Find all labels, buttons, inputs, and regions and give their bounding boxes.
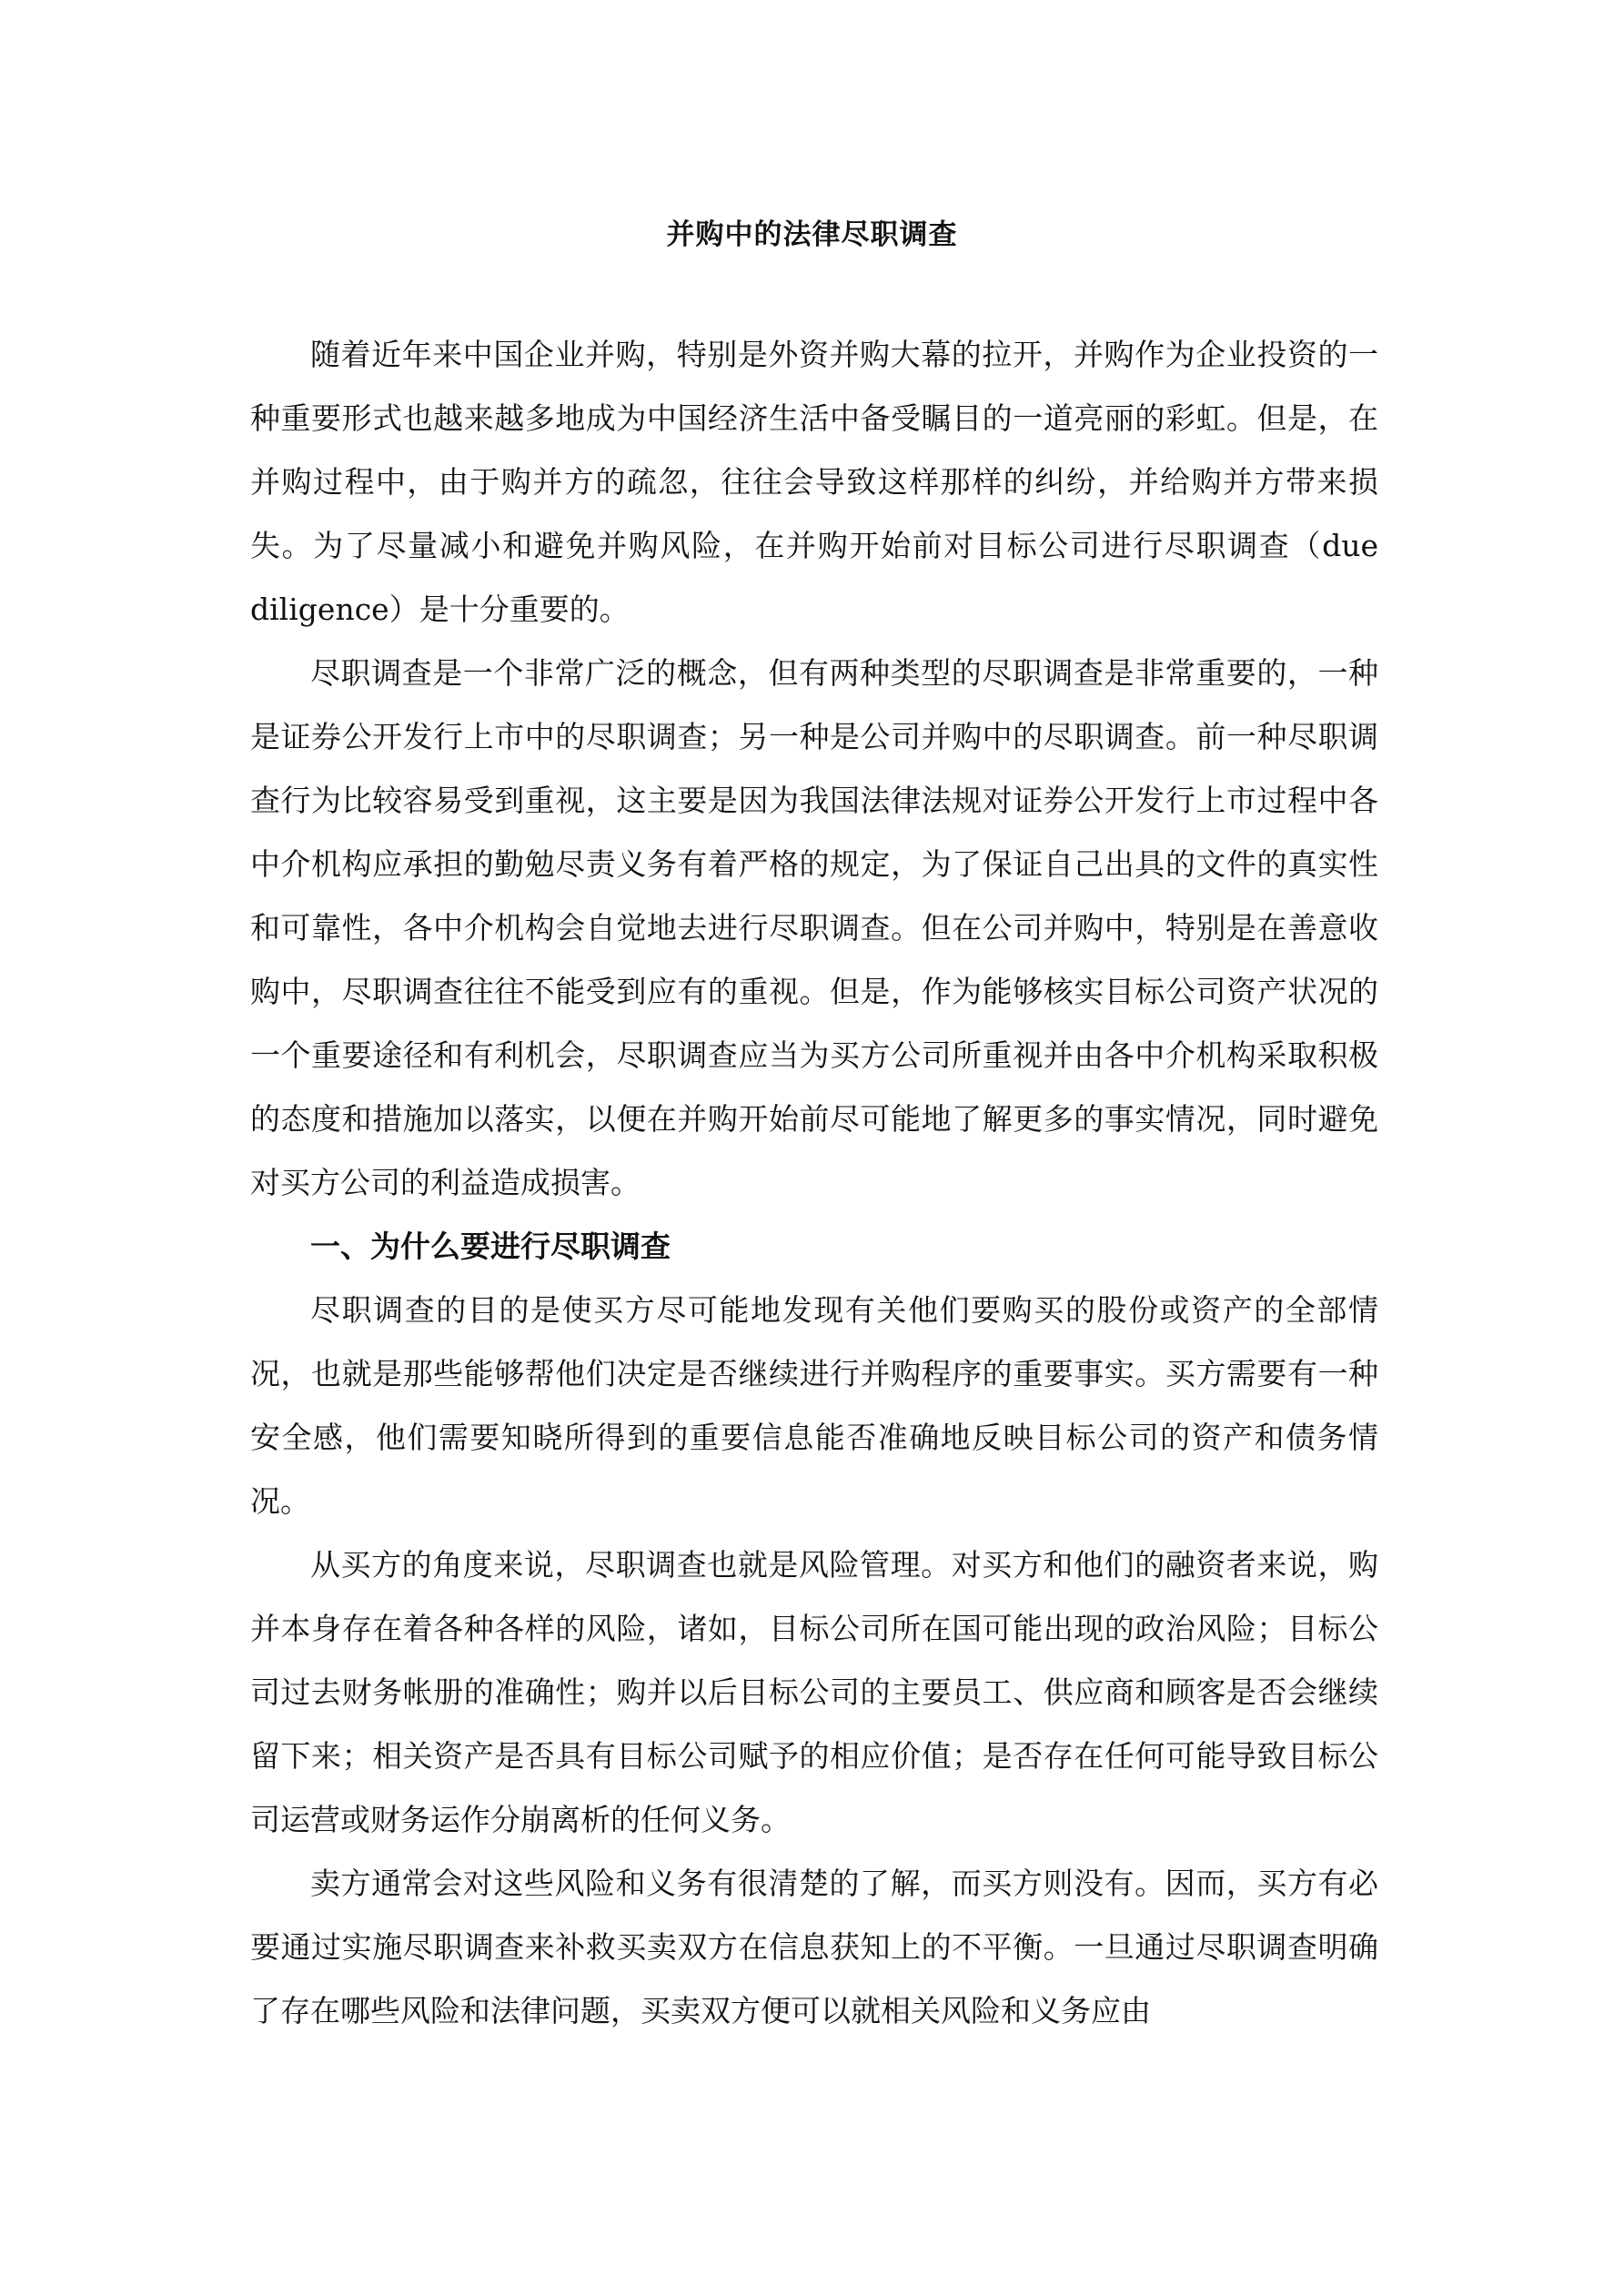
paragraph-information-asymmetry: 卖方通常会对这些风险和义务有很清楚的了解，而买方则没有。因而，买方有必要通过实施尽职调查来补救买卖双方在信息获知上的不平衡。一旦通过尽职调查明确了存在哪些风险和法律问题，买卖双方便可以就相关风险和义务应由 (250, 1866, 1378, 2028)
paragraph-risk-management: 从买方的角度来说，尽职调查也就是风险管理。对买方和他们的融资者来说，购并本身存在着各种各样的风险，诸如，目标公司所在国可能出现的政治风险；目标公司过去财务帐册的准确性；购并以后目标公司的主要员工、供应商和顾客是否会继续留下来；相关资产是否具有目标公司赋予的相应价值；是否存在任何可能导致目标公司运营或财务运作分崩离析的任何义务。 (250, 1547, 1378, 1837)
paragraph-intro: 随着近年来中国企业并购，特别是外资并购大幕的拉开，并购作为企业投资的一种重要形式也越来越多地成为中国经济生活中备受瞩目的一道亮丽的彩虹。但是，在并购过程中，由于购并方的疏忽，往往会导致这样那样的纠纷，并给购并方带来损失。为了尽量减小和避免并购风险，在并购开始前对目标公司进行尽职调查（due diligence）是十分重要的。 (250, 337, 1378, 627)
paragraph-due-diligence-types: 尽职调查是一个非常广泛的概念，但有两种类型的尽职调查是非常重要的，一种是证券公开发行上市中的尽职调查；另一种是公司并购中的尽职调查。前一种尽职调查行为比较容易受到重视，这主要是因为我国法律法规对证券公开发行上市过程中各中介机构应承担的勤勉尽责义务有着严格的规定，为了保证自己出具的文件的真实性和可靠性，各中介机构会自觉地去进行尽职调查。但在公司并购中，特别是在善意收购中，尽职调查往往不能受到应有的重视。但是，作为能够核实目标公司资产状况的一个重要途径和有利机会，尽职调查应当为买方公司所重视并由各中介机构采取积极的态度和措施加以落实，以便在并购开始前尽可能地了解更多的事实情况，同时避免对买方公司的利益造成损害。 (250, 655, 1378, 1200)
document-title: 并购中的法律尽职调查 (666, 218, 958, 251)
document-body (250, 323, 1378, 2043)
paragraph-purpose: 尽职调查的目的是使买方尽可能地发现有关他们要购买的股份或资产的全部情况，也就是那些能够帮他们决定是否继续进行并购程序的重要事实。买方需要有一种安全感，他们需要知晓所得到的重要信息能否准确地反映目标公司的资产和债务情况。 (250, 1292, 1378, 1519)
section-heading: 一、为什么要进行尽职调查 (310, 1229, 671, 1264)
